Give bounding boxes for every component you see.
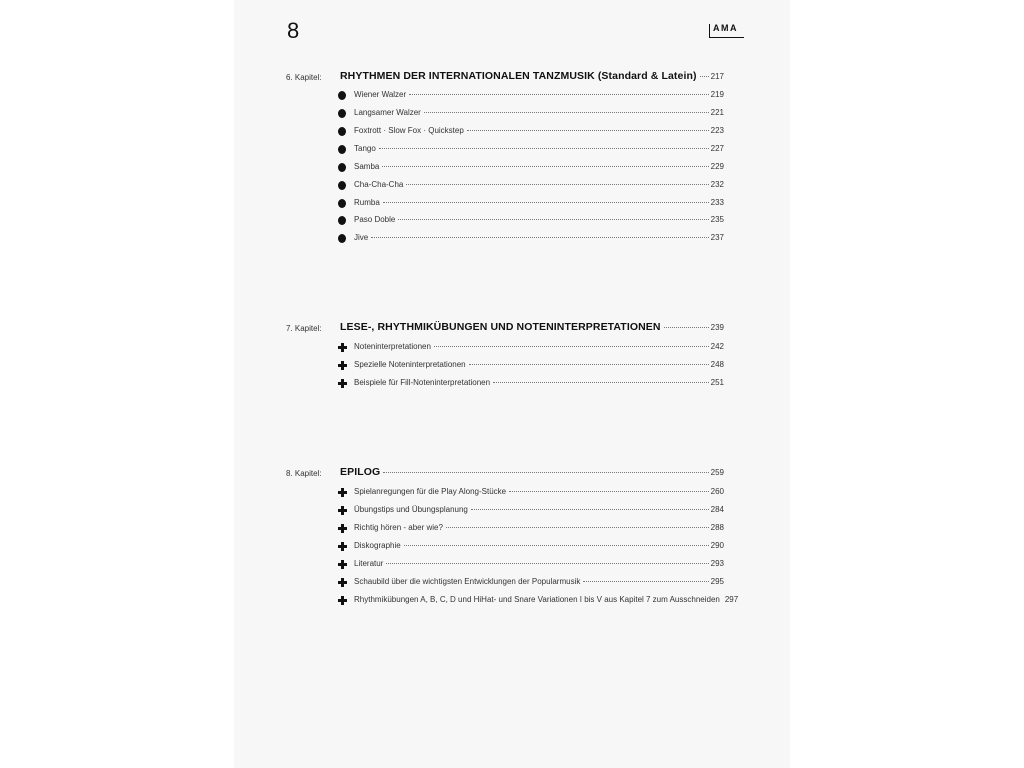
chapter-title: EPILOG: [340, 466, 381, 478]
toc-entry-label: Tango: [354, 144, 376, 153]
dot-leader: [664, 327, 709, 328]
cross-icon: [338, 560, 347, 569]
toc-entry-label: Wiener Walzer: [354, 90, 407, 99]
chapter-heading-row[interactable]: [340, 466, 724, 478]
toc-entry-label: Rhythmikübungen A, B, C, D und HiHat- und Snare Variationen I bis V aus Kapitel 7 zum Ausschneiden: [354, 595, 720, 604]
cross-icon: [338, 524, 347, 533]
bullet-dot-icon: [337, 145, 347, 155]
bullet-dot-shape: [338, 199, 346, 208]
cross-icon: [338, 361, 347, 370]
toc-entry[interactable]: [354, 505, 724, 514]
dot-leader: [398, 219, 708, 220]
toc-entry-page-number: 284: [710, 505, 724, 514]
toc-entry-page-number: 232: [710, 180, 724, 189]
dot-leader: [404, 545, 709, 546]
toc-entry[interactable]: [354, 180, 724, 189]
bullet-dot-shape: [338, 163, 346, 172]
bullet-dot-shape: [338, 145, 346, 154]
toc-entry-page-number: 233: [710, 198, 724, 207]
dot-leader: [409, 94, 708, 95]
dot-leader: [467, 130, 709, 131]
toc-entry-label: Paso Doble: [354, 215, 396, 224]
chapter-heading-row[interactable]: [340, 321, 724, 333]
dot-leader: [434, 346, 709, 347]
toc-entry[interactable]: [354, 523, 724, 532]
dot-leader: [700, 76, 709, 77]
toc-entry[interactable]: [354, 342, 724, 351]
dot-leader: [386, 563, 708, 564]
cross-icon: [338, 379, 347, 388]
bullet-dot-shape: [338, 181, 346, 190]
cross-icon: [338, 488, 347, 497]
chapter-label: 6. Kapitel:: [286, 73, 322, 82]
cross-icon: [338, 506, 347, 515]
toc-entry-label: Cha-Cha-Cha: [354, 180, 404, 189]
toc-entry[interactable]: [354, 378, 724, 387]
bullet-dot-shape: [338, 91, 346, 100]
toc-entry-page-number: 260: [710, 487, 724, 496]
toc-entry[interactable]: [354, 126, 724, 135]
toc-entry-page-number: 221: [710, 108, 724, 117]
toc-entry-page-number: 219: [710, 90, 724, 99]
toc-entry-label: Samba: [354, 162, 380, 171]
toc-entry-page-number: 248: [710, 360, 724, 369]
bullet-dot-shape: [338, 234, 346, 243]
dot-leader: [383, 472, 708, 473]
chapter-label: 7. Kapitel:: [286, 324, 322, 333]
cross-icon: [338, 542, 347, 551]
toc-entry[interactable]: [354, 108, 724, 117]
bullet-dot-icon: [337, 216, 347, 226]
cross-icon: [338, 578, 347, 587]
dot-leader: [406, 184, 708, 185]
bullet-dot-icon: [337, 91, 347, 101]
toc-entry-label: Beispiele für Fill-Noteninterpretationen: [354, 378, 491, 387]
toc-entry[interactable]: [354, 215, 724, 224]
dot-leader: [446, 527, 709, 528]
toc-entry-page-number: 235: [710, 215, 724, 224]
toc-entry[interactable]: [354, 233, 724, 242]
toc-entry-label: Spielanregungen für die Play Along-Stücke: [354, 487, 507, 496]
toc-entry[interactable]: [354, 487, 724, 496]
dot-leader: [509, 491, 709, 492]
toc-entry-label: Noteninterpretationen: [354, 342, 431, 351]
toc-entry-label: Rumba: [354, 198, 380, 207]
toc-entry-label: Diskographie: [354, 541, 401, 550]
chapter-title: LESE-, RHYTHMIKÜBUNGEN UND NOTENINTERPRETATIONEN: [340, 321, 661, 333]
bullet-dot-icon: [337, 181, 347, 191]
toc-entry-page-number: 237: [710, 233, 724, 242]
toc-entry-label: Spezielle Noteninterpretationen: [354, 360, 466, 369]
chapter-title: RHYTHMEN DER INTERNATIONALEN TANZMUSIK (Standard & Latein): [340, 70, 697, 82]
toc-entry-label: Literatur: [354, 559, 384, 568]
dot-leader: [493, 382, 709, 383]
dot-leader: [382, 166, 708, 167]
toc-entry-page-number: 288: [710, 523, 724, 532]
dot-leader: [424, 112, 709, 113]
bullet-dot-icon: [337, 234, 347, 244]
bullet-dot-icon: [337, 163, 347, 173]
bullet-dot-shape: [338, 109, 346, 118]
cross-icon: [338, 596, 347, 605]
bullet-dot-icon: [337, 127, 347, 137]
dot-leader: [379, 148, 709, 149]
toc-entry-label: Richtig hören - aber wie?: [354, 523, 443, 532]
toc-entry[interactable]: [354, 360, 724, 369]
toc-entry-label: Foxtrott · Slow Fox · Quickstep: [354, 126, 464, 135]
toc-entry-page-number: 293: [710, 559, 724, 568]
toc-entry-label: Langsamer Walzer: [354, 108, 421, 117]
bullet-dot-icon: [337, 199, 347, 209]
cross-icon: [338, 343, 347, 352]
dot-leader: [583, 581, 708, 582]
toc-entry-page-number: 229: [710, 162, 724, 171]
bullet-dot-shape: [338, 127, 346, 136]
page-number: 8: [287, 18, 300, 43]
toc-entry-page-number: 251: [710, 378, 724, 387]
toc-entry-page-number: 290: [710, 541, 724, 550]
chapter-page-number: 239: [710, 323, 724, 332]
toc-entry[interactable]: [354, 144, 724, 153]
toc-entry-page-number: 227: [710, 144, 724, 153]
dot-leader: [383, 202, 709, 203]
toc-entry[interactable]: [354, 162, 724, 171]
bullet-dot-icon: [337, 109, 347, 119]
toc-entry[interactable]: [354, 577, 724, 586]
chapter-heading-row[interactable]: [340, 70, 724, 82]
toc-entry-label: Jive: [354, 233, 369, 242]
bullet-dot-shape: [338, 216, 346, 225]
toc-entry-page-number: 297: [724, 595, 739, 604]
logo-text: AMA: [713, 23, 738, 33]
toc-entry-label: Übungstips und Übungsplanung: [354, 505, 468, 514]
dot-leader: [471, 509, 709, 510]
toc-entry[interactable]: [354, 595, 739, 604]
toc-entry[interactable]: [354, 90, 724, 99]
toc-entry[interactable]: [354, 559, 724, 568]
toc-entry-page-number: 223: [710, 126, 724, 135]
dot-leader: [469, 364, 709, 365]
toc-entry-label: Schaubild über die wichtigsten Entwicklungen der Popularmusik: [354, 577, 581, 586]
toc-entry[interactable]: [354, 198, 724, 207]
chapter-page-number: 217: [710, 72, 724, 81]
toc-entry-page-number: 295: [710, 577, 724, 586]
chapter-page-number: 259: [710, 468, 724, 477]
toc-entry-page-number: 242: [710, 342, 724, 351]
toc-entry[interactable]: [354, 541, 724, 550]
publisher-logo: [709, 23, 749, 41]
dot-leader: [371, 237, 708, 238]
chapter-label: 8. Kapitel:: [286, 469, 322, 478]
